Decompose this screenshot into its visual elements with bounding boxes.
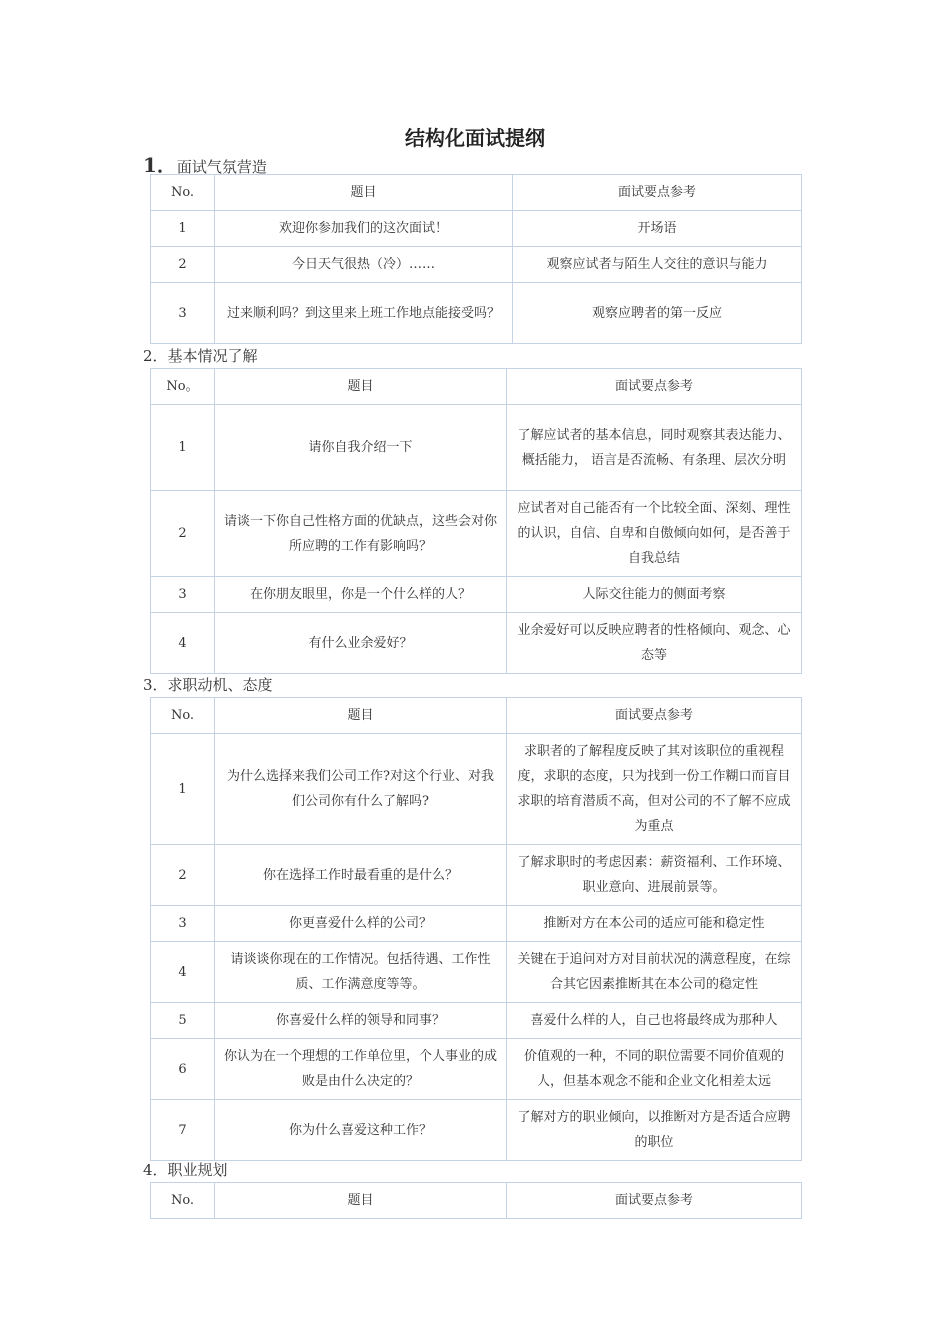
- row-question: 请你自我介绍一下: [215, 405, 507, 491]
- column-header-no: No.: [151, 698, 215, 734]
- row-number: 2: [151, 247, 215, 283]
- table-row: [151, 906, 802, 942]
- row-reference: 推断对方在本公司的适应可能和稳定性: [507, 906, 802, 942]
- row-reference: 应试者对自己能否有一个比较全面、深刻、理性的认识，自信、自卑和自傲倾向如何，是否善于自我总结: [507, 491, 802, 577]
- row-question: 为什么选择来我们公司工作?对这个行业、对我们公司你有什么了解吗?: [215, 734, 507, 845]
- row-reference: 了解对方的职业倾向，以推断对方是否适合应聘的职位: [507, 1100, 802, 1161]
- row-number: 3: [151, 906, 215, 942]
- row-question: 你更喜爱什么样的公司？: [215, 906, 507, 942]
- section-2-table: [150, 368, 802, 674]
- row-reference: 喜爱什么样的人，自己也将最终成为那种人: [507, 1003, 802, 1039]
- row-reference: 开场语: [513, 211, 802, 247]
- row-question: 你喜爱什么样的领导和同事？: [215, 1003, 507, 1039]
- row-number: 2: [151, 845, 215, 906]
- row-number: 1: [151, 405, 215, 491]
- row-question: 在你朋友眼里，你是一个什么样的人？: [215, 577, 507, 613]
- row-number: 1: [151, 211, 215, 247]
- row-reference: 价值观的一种，不同的职位需要不同价值观的人，但基本观念不能和企业文化相差太远: [507, 1039, 802, 1100]
- row-question: 你认为在一个理想的工作单位里，个人事业的成败是由什么决定的？: [215, 1039, 507, 1100]
- row-number: 7: [151, 1100, 215, 1161]
- table-header-row: [151, 175, 802, 211]
- row-number: 4: [151, 613, 215, 674]
- row-question: 今日天气很热（冷）……: [215, 247, 513, 283]
- column-header-no: No。: [151, 369, 215, 405]
- table-row: [151, 734, 802, 845]
- table-row: [151, 613, 802, 674]
- row-number: 4: [151, 942, 215, 1003]
- table-row: [151, 405, 802, 491]
- table-row: [151, 942, 802, 1003]
- row-question: 欢迎你参加我们的这次面试！: [215, 211, 513, 247]
- row-reference: 观察应聘者的第一反应: [513, 283, 802, 344]
- column-header-question: 题目: [215, 175, 513, 211]
- table-row: [151, 491, 802, 577]
- section-1-number: 1．: [143, 153, 177, 177]
- section-1-table: [150, 174, 802, 344]
- table-row: [151, 211, 802, 247]
- table-row: [151, 247, 802, 283]
- row-question: 过来顺利吗？到这里来上班工作地点能接受吗？: [215, 283, 513, 344]
- table-row: [151, 1039, 802, 1100]
- row-reference: 了解求职时的考虑因素：薪资福利、工作环境、职业意向、进展前景等。: [507, 845, 802, 906]
- row-question: 有什么业余爱好？: [215, 613, 507, 674]
- column-header-question: 题目: [215, 369, 507, 405]
- document-title: 结构化面试提纲: [405, 126, 545, 150]
- row-reference: 观察应试者与陌生人交往的意识与能力: [513, 247, 802, 283]
- row-number: 1: [151, 734, 215, 845]
- row-number: 6: [151, 1039, 215, 1100]
- table-row: [151, 845, 802, 906]
- row-question: 请谈谈你现在的工作情况。包括待遇、工作性质、工作满意度等等。: [215, 942, 507, 1003]
- row-reference: 求职者的了解程度反映了其对该职位的重视程度，求职的态度，只为找到一份工作糊口而盲目求职的培育潜质不高，但对公司的不了解不应成为重点: [507, 734, 802, 845]
- section-4-heading: 4．职业规划: [143, 1161, 228, 1179]
- section-3-heading: 3．求职动机、态度: [143, 676, 273, 694]
- row-number: 5: [151, 1003, 215, 1039]
- table-header-row: [151, 698, 802, 734]
- row-number: 3: [151, 577, 215, 613]
- column-header-question: 题目: [215, 1183, 507, 1219]
- column-header-no: No.: [151, 1183, 215, 1219]
- table-header-row: [151, 1183, 802, 1219]
- section-2-heading: 2．基本情况了解: [143, 347, 258, 365]
- section-4-table: [150, 1182, 802, 1219]
- row-number: 2: [151, 491, 215, 577]
- column-header-reference: 面试要点参考: [513, 175, 802, 211]
- table-row: [151, 1003, 802, 1039]
- column-header-question: 题目: [215, 698, 507, 734]
- row-reference: 了解应试者的基本信息，同时观察其表达能力、概括能力， 语言是否流畅、有条理、层次分明: [507, 405, 802, 491]
- row-number: 3: [151, 283, 215, 344]
- row-question: 你在选择工作时最看重的是什么？: [215, 845, 507, 906]
- table-header-row: [151, 369, 802, 405]
- row-reference: 业余爱好可以反映应聘者的性格倾向、观念、心态等: [507, 613, 802, 674]
- column-header-reference: 面试要点参考: [507, 698, 802, 734]
- column-header-no: No.: [151, 175, 215, 211]
- row-reference: 人际交往能力的侧面考察: [507, 577, 802, 613]
- column-header-reference: 面试要点参考: [507, 369, 802, 405]
- row-question: 请谈一下你自己性格方面的优缺点，这些会对你所应聘的工作有影响吗？: [215, 491, 507, 577]
- table-row: [151, 283, 802, 344]
- column-header-reference: 面试要点参考: [507, 1183, 802, 1219]
- row-question: 你为什么喜爱这种工作？: [215, 1100, 507, 1161]
- table-row: [151, 1100, 802, 1161]
- row-reference: 关键在于追问对方对目前状况的满意程度，在综合其它因素推断其在本公司的稳定性: [507, 942, 802, 1003]
- section-3-table: [150, 697, 802, 1161]
- section-1-title: 面试气氛营造: [176, 158, 267, 176]
- table-row: [151, 577, 802, 613]
